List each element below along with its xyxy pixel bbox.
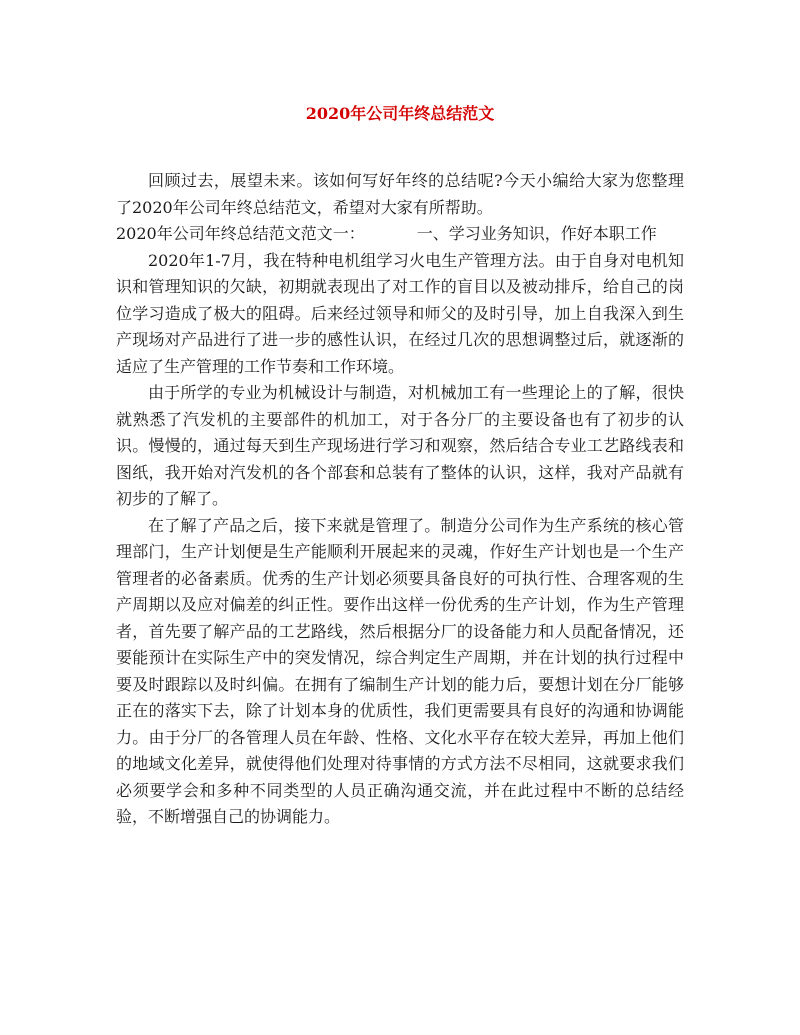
intro-paragraph: 回顾过去，展望未来。该如何写好年终的总结呢?今天小编给大家为您整理了2020年公司年终总结范文，希望对大家有所帮助。: [116, 171, 684, 217]
body-paragraph-3: 在了解了产品之后，接下来就是管理了。制造分公司作为生产系统的核心管理部门，生产计划便是生产能顺利开展起来的灵魂，作好生产计划也是一个生产管理者的必备素质。优秀的生产计划必须要具备良好的可执行性、合理客观的生产周期以及应对偏差的纠正性。要作出这样一份优秀的生产计划，作为生产管理者，首先要了解产品的工艺路线，然后根据分厂的设备能力和人员配备情况，还要能预计在实际生产中的突发情况，综合判定生产周期，并在计划的执行过程中要及时跟踪以及时纠偏。在拥有了编制生产计划的能力后，要想计划在分厂能够正在的落实下去，除了计划本身的优质性，我们更需要具有良好的沟通和协调能力。由于分厂的各管理人员在年龄、性格、文化水平存在较大差异，再加上他们的地域文化差异，就使得他们处理对待事情的方式方法不尽相同，这就要求我们必须要学会和多种不同类型的人员正确沟通交流，并在此过程中不断的总结经验，不断增强自己的协调能力。: [116, 515, 684, 826]
body-paragraph-2: 由于所学的专业为机械设计与制造，对机械加工有一些理论上的了解，很快就熟悉了汽发机的主要部件的机加工，对于各分厂的主要设备也有了初步的认识。慢慢的，通过每天到生产现场进行学习和观察，然后结合专业工艺路线表和图纸，我开始对汽发机的各个部套和总装有了整体的认识，这样，我对产品就有初步的了解了。: [116, 383, 684, 508]
document-body: [116, 168, 684, 831]
section-label: 2020年公司年终总结范文范文一：: [116, 224, 365, 243]
body-paragraph-1: 2020年1-7月，我在特种电机组学习火电生产管理方法。由于自身对电机知识和管理知识的欠缺，初期就表现出了对工作的盲目以及被动排斥，给自己的岗位学习造成了极大的阻碍。后来经过领导和师父的及时引导，加上自我深入到生产现场对产品进行了进一步的感性认识，在经过几次的思想调整过后，就逐渐的适应了生产管理的工作节奏和工作环境。: [116, 250, 684, 376]
section-line: [116, 221, 684, 248]
document-title: 2020年公司年终总结范文: [305, 104, 495, 123]
section-heading: 一、学习业务知识，作好本职工作: [416, 224, 657, 243]
